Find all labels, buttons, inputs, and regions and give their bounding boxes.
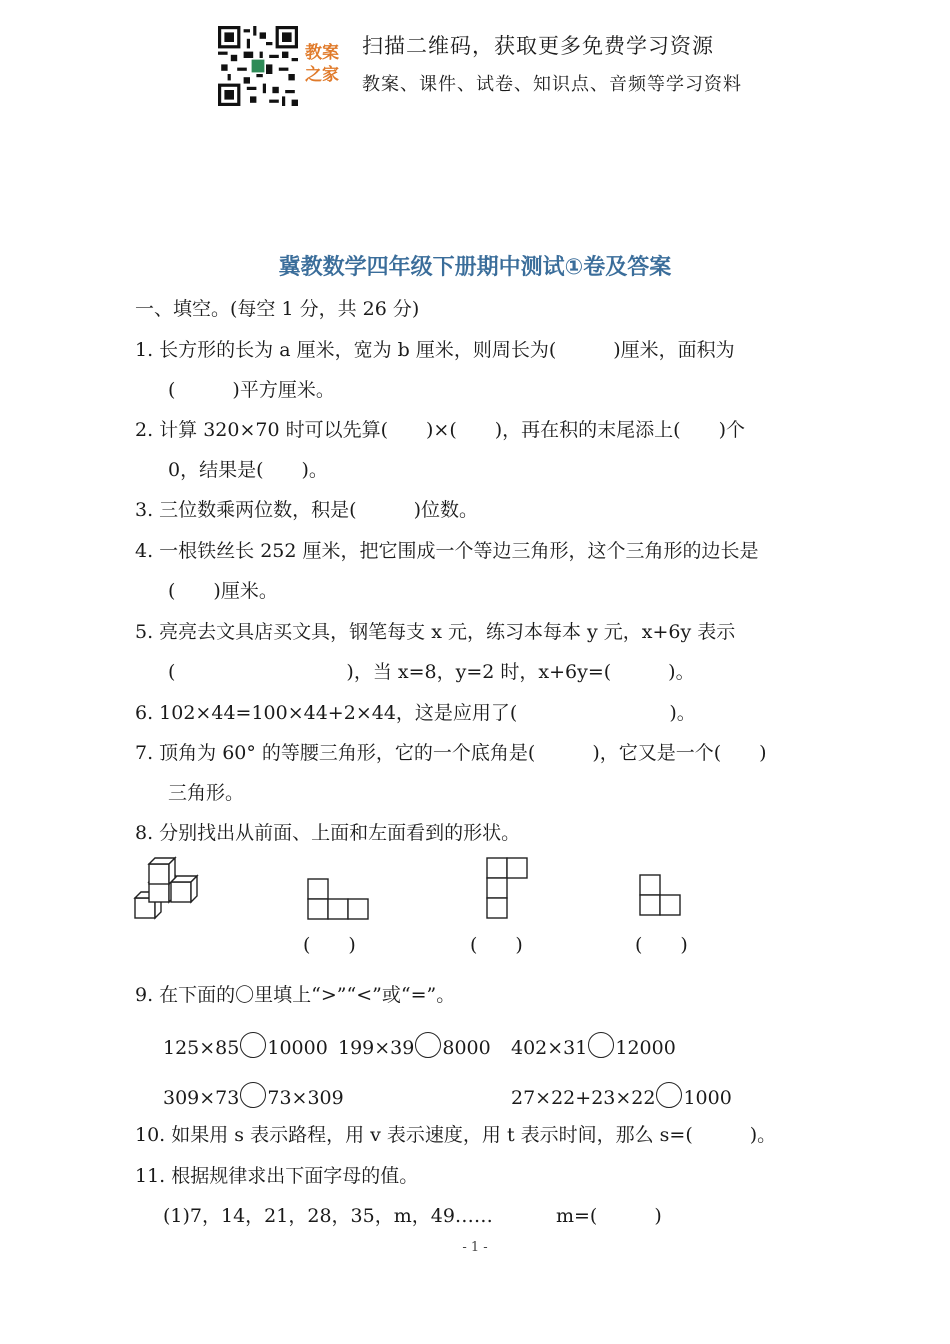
view-shape-c	[639, 874, 682, 916]
compare-left: 125×85	[163, 1037, 240, 1059]
compare-item-2	[338, 1032, 491, 1061]
compare-left: 199×39	[338, 1037, 415, 1059]
compare-circle[interactable]	[415, 1032, 441, 1058]
question-8: 8. 分别找出从前面、上面和左面看到的形状。	[135, 822, 521, 844]
compare-circle[interactable]	[240, 1082, 266, 1108]
question-11: 11. 根据规律求出下面字母的值。	[135, 1165, 419, 1187]
compare-right: 8000	[442, 1037, 491, 1059]
qr-code	[218, 26, 298, 106]
question-2-line-1: 2. 计算 320×70 时可以先算( )×( )，再在积的末尾添上( )个	[135, 419, 746, 441]
question-5-line-2: ( )，当 x=8，y=2 时，x+6y=( )。	[168, 661, 695, 683]
compare-left: 402×31	[511, 1037, 588, 1059]
compare-item-5	[511, 1082, 732, 1111]
question-7-line-1: 7. 顶角为 60° 的等腰三角形，它的一个底角是( )，它又是一个( )	[135, 742, 767, 764]
section-heading: 一、填空。(每空 1 分，共 26 分)	[135, 298, 420, 320]
question-11-1: (1)7，14，21，28，35，m，49……	[163, 1205, 493, 1227]
compare-item-3	[511, 1032, 676, 1061]
question-1-line-2: ( )平方厘米。	[168, 379, 335, 401]
compare-circle[interactable]	[240, 1032, 266, 1058]
question-4-line-1: 4. 一根铁丝长 252 厘米，把它围成一个等边三角形，这个三角形的边长是	[135, 540, 759, 562]
question-10: 10. 如果用 s 表示路程，用 v 表示速度，用 t 表示时间，那么 s=( )。	[135, 1124, 777, 1146]
compare-right: 10000	[267, 1037, 328, 1059]
question-6: 6. 102×44=100×44+2×44，这是应用了( )。	[135, 702, 696, 724]
compare-left: 27×22+23×22	[511, 1087, 656, 1109]
question-5-line-1: 5. 亮亮去文具店买文具，钢笔每支 x 元，练习本每本 y 元，x+6y 表示	[135, 621, 736, 643]
compare-right: 73×309	[267, 1087, 344, 1109]
answer-blank-a[interactable]: ( )	[303, 934, 356, 956]
compare-circle[interactable]	[588, 1032, 614, 1058]
header-line-1: 扫描二维码，获取更多免费学习资源	[362, 34, 714, 58]
compare-item-4	[163, 1082, 344, 1111]
compare-left: 309×73	[163, 1087, 240, 1109]
question-4-line-2: ( )厘米。	[168, 580, 278, 602]
answer-blank-b[interactable]: ( )	[470, 934, 523, 956]
view-shape-a	[307, 878, 369, 920]
cube-solid-figure	[133, 856, 199, 920]
question-1-line-1: 1. 长方形的长为 a 厘米，宽为 b 厘米，则周长为( )厘米，面积为	[135, 339, 735, 361]
logo-text: 教案之家	[305, 43, 339, 85]
page-title: 冀教数学四年级下册期中测试①卷及答案	[278, 255, 672, 280]
compare-circle[interactable]	[656, 1082, 682, 1108]
page-number: - 1 -	[462, 1240, 488, 1255]
header-line-2: 教案、课件、试卷、知识点、音频等学习资料	[362, 74, 742, 95]
answer-blank-c[interactable]: ( )	[635, 934, 688, 956]
view-shape-b	[486, 857, 529, 919]
question-9: 9. 在下面的〇里填上“>”“<”或“=”。	[135, 984, 456, 1006]
question-7-line-2: 三角形。	[168, 782, 245, 804]
compare-right: 12000	[615, 1037, 676, 1059]
compare-right: 1000	[683, 1087, 732, 1109]
question-2-line-2: 0，结果是( )。	[168, 459, 328, 481]
question-11-1-answer[interactable]: m=( )	[556, 1205, 662, 1227]
question-3: 3. 三位数乘两位数，积是( )位数。	[135, 499, 478, 521]
compare-item-1	[163, 1032, 328, 1061]
